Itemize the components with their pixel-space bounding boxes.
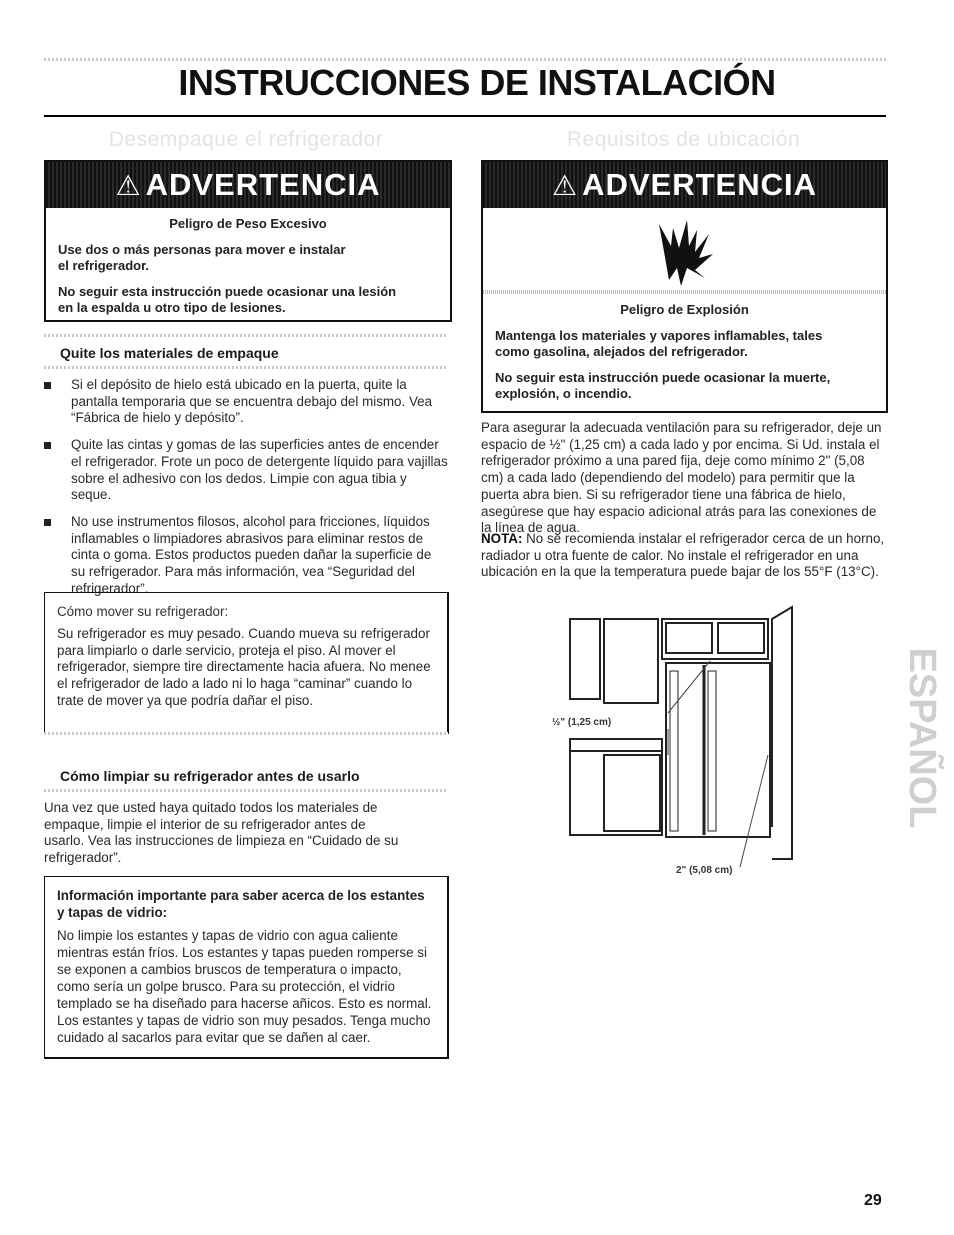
explosion-icon [483, 208, 886, 290]
explosion-warning-box [481, 160, 888, 413]
warning-banner-text: ADVERTENCIA [582, 167, 817, 202]
weight-hazard-title: Peligro de Peso Excesivo [169, 216, 327, 231]
moving-info-box [44, 592, 449, 734]
page-title: INSTRUCCIONES DE INSTALACIÓN [178, 62, 776, 103]
left-section-title: Desempaque el refrigerador [108, 128, 384, 151]
divider [44, 789, 448, 792]
explosion-warning-line1: Mantenga los materiales y vapores inflamables, tales como gasolina, alejados del refrigerador. [495, 328, 823, 359]
refrigerator-diagram [552, 605, 800, 876]
nota-paragraph [481, 531, 886, 581]
glass-box-title: Información importante para saber acerca de los estantes y tapas de vidrio: [57, 888, 425, 920]
right-section-title: Requisitos de ubicación [566, 128, 801, 151]
cleaning-heading: Cómo limpiar su refrigerador antes de usarlo [60, 768, 360, 784]
packaging-bullet-list [44, 377, 448, 607]
top-dotted-rule [44, 58, 886, 61]
glass-info-box [44, 876, 449, 1059]
warning-triangle-icon: ⚠ [115, 170, 142, 201]
explosion-icon-graphic [483, 208, 886, 290]
warning-triangle-icon: ⚠ [551, 170, 579, 201]
clearance-label-top: ½" (1,25 cm) [552, 717, 612, 728]
nota-label: NOTA: [481, 531, 523, 546]
explosion-warning-line2: No seguir esta instrucción puede ocasionar la muerte, explosión, o incendio. [495, 370, 831, 401]
right-column-top-rule [481, 115, 886, 117]
remove-packaging-heading: Quite los materiales de empaque [60, 345, 279, 361]
ventilation-paragraph: Para asegurar la adecuada ventilación para su refrigerador, deje un espacio de ½" (1,25 cm) a cada lado y por encima. Si Ud. instala el refrigerador próximo a una pared fija, deje como mínimo 2" (5,08 cm) a cada lado (dependiendo del modelo) para permitir que la puerta abra bien. Si su refrigerador tiene una fábrica de hielo, asegúrese que hay espacio adicional atrás para las conexiones de la línea de agua. [481, 420, 882, 536]
divider [44, 732, 448, 735]
side-tab-graphic [900, 647, 943, 829]
warning-banner [483, 162, 886, 208]
cleaning-text: Una vez que usted haya quitado todos los materiales de empaque, limpie el interior de su refrigerador antes de usarlo. Vea las instrucciones de limpieza en “Cuidado de su refrigerador”. [44, 800, 399, 866]
warning-body [46, 208, 450, 336]
moving-box-text: Su refrigerador es muy pesado. Cuando mueva su refrigerador para limpiarlo o darle servicio, proteja el piso. Al mover el refrigerador, siempre tire directamente hacia afuera. No menee el refrigerador de lado a lado ni lo haga “caminar” cuando lo trate de mover ya que podría dañar el piso. [57, 626, 431, 708]
nota-text: No se recomienda instalar el refrigerador cerca de un horno, radiador u otra fuente de calor. No instale el refrigerador en una ubicación en la que la temperatura puede bajar de los 55°F (13°C). [481, 531, 885, 580]
weight-warning-line1: Use dos o más personas para mover e instalar el refrigerador. [58, 242, 346, 273]
list-item: No use instrumentos filosos, alcohol para fricciones, líquidos inflamables o limpiadores abrasivos para eliminar restos de cinta o goma. Estos productos pueden dañar la superficie de su refrigerador. Para más información, vea “Seguridad del refrigerador”. [44, 514, 448, 598]
list-item: Quite las cintas y gomas de las superficies antes de encender el refrigerador. Frote un poco de detergente líquido para vajillas sobre el adhesivo con los dedos. Limpie con agua tibia y seque. [44, 437, 448, 504]
warning-separator [483, 290, 886, 294]
warning-banner-text: ADVERTENCIA [145, 167, 381, 202]
glass-box-text: No limpie los estantes y tapas de vidrio con agua caliente mientras están fríos. Los estantes y tapas pueden romperse si se exponen a cambios bruscos de temperatura o impacto, como sería un golpe brusco. Para su protección, el vidrio templado se ha diseñado para hacerse añicos. Esto es normal. Los estantes y tapas de vidrio son muy pesados. Tenga mucho cuidado al sacarlos para evitar que se dañen al caer. [57, 928, 432, 1045]
side-tab-text: ESPAÑOL [900, 647, 943, 829]
list-item: Si el depósito de hielo está ubicado en la puerta, quite la pantalla temporaria que se encuentra debajo del mismo. Vea “Fábrica de hielo y depósito”. [44, 377, 448, 427]
moving-box-title: Cómo mover su refrigerador: [57, 604, 229, 619]
weight-warning-box [44, 160, 452, 322]
weight-warning-line2: No seguir esta instrucción puede ocasionar una lesión en la espalda u otro tipo de lesiones. [58, 284, 397, 315]
clearance-label-bottom: 2" (5,08 cm) [676, 865, 733, 876]
page-number: 29 [864, 1192, 882, 1209]
language-side-tab [900, 647, 943, 829]
explosion-hazard-title: Peligro de Explosión [620, 302, 749, 317]
divider [44, 366, 448, 369]
warning-banner [46, 162, 450, 208]
clearance-figure [552, 605, 800, 876]
divider [44, 334, 448, 337]
warning-body [483, 302, 886, 422]
